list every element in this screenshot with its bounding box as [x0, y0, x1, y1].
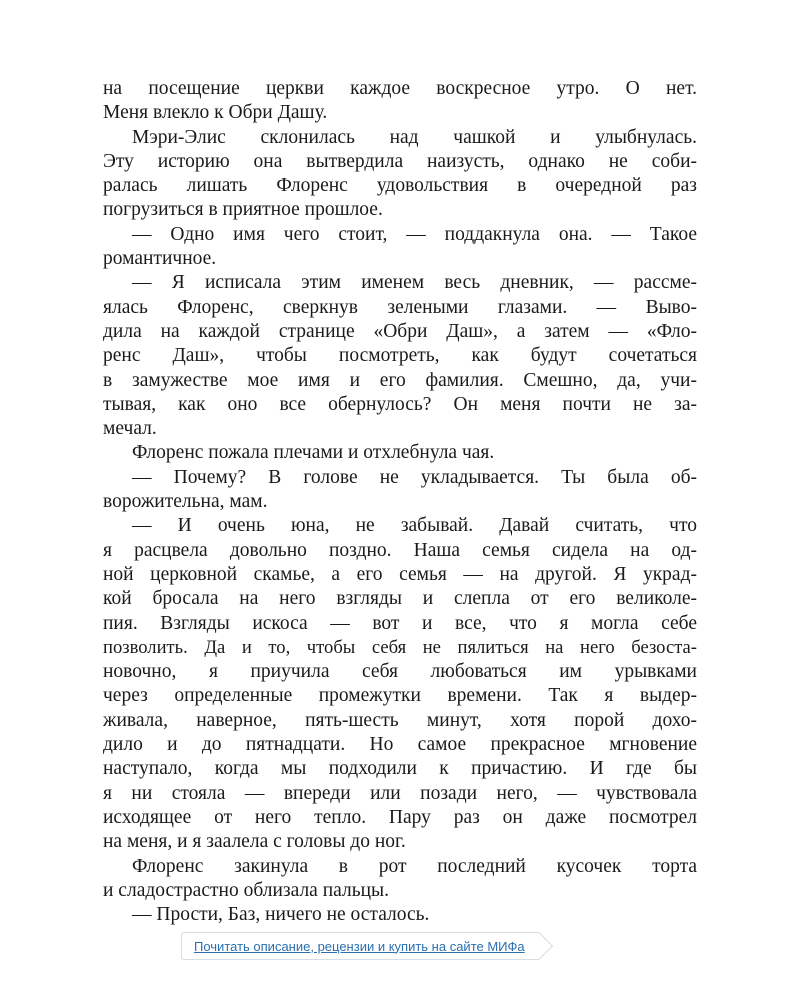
text-line-4: Эту историю она вытвердила наизусть, однако не соби- [103, 150, 697, 172]
text-line-33: Флоренс закинула в рот последний кусочек торта [132, 855, 697, 877]
text-line-20: я расцвела довольно поздно. Наша семья сидела на од- [103, 539, 697, 561]
text-line-31: исходящее от него тепло. Пару раз он даже посмотрел [103, 806, 697, 828]
text-line-14: тывая, как оно все обернулось? Он меня почти не за- [103, 393, 697, 415]
text-line-1: на посещение церкви каждое воскресное утро. О нет. [103, 78, 697, 99]
text-line-29: наступало, когда мы подходили к причастию. И где бы [103, 758, 697, 780]
text-line-23: пия. Взгляды искоса — вот и все, что я могла себе [103, 612, 697, 634]
buy-link-text[interactable]: Почитать описание, рецензии и купить на сайте МИФа [194, 938, 525, 954]
text-line-18: ворожительна, мам. [103, 491, 268, 513]
text-line-34: и сладострастно облизала пальцы. [103, 879, 390, 901]
text-line-25: новочно, я приучила себя любоваться им урывками [103, 661, 697, 683]
text-line-9: — Я исписала этим именем весь дневник, — рассме- [132, 272, 697, 294]
text-line-15: мечал. [103, 418, 157, 440]
text-line-7: — Одно имя чего стоит, — поддакнула она. — Такое [132, 223, 697, 245]
text-line-3: Мэри-Элис склонилась над чашкой и улыбнулась. [132, 126, 697, 148]
book-page-text [103, 77, 697, 927]
text-line-27: живала, наверное, пять-шесть минут, хотя порой дохо- [103, 709, 697, 731]
text-line-5: ралась лишать Флоренс удовольствия в очередной раз [103, 175, 697, 197]
text-line-32: на меня, и я заалела с головы до ног. [103, 831, 406, 853]
text-line-17: — Почему? В голове не укладывается. Ты была об- [132, 466, 697, 488]
text-line-21: ной церковной скамье, а его семья — на другой. Я украд- [103, 563, 697, 585]
text-line-24: позволить. Да и то, чтобы себя не пялиться на него безоста- [103, 636, 697, 658]
text-line-6: погрузиться в приятное прошлое. [103, 199, 383, 221]
text-line-35: — Прости, Баз, ничего не осталось. [132, 904, 430, 926]
text-line-8: романтичное. [103, 248, 217, 270]
text-line-11: дила на каждой странице «Обри Даш», а затем — «Фло- [103, 320, 697, 342]
text-line-2: Меня влекло к Обри Дашу. [103, 102, 328, 124]
text-line-22: кой бросала на него взгляды и слепла от его великоле- [103, 588, 697, 610]
text-line-30: я ни стояла — впереди или позади него, — чувствовала [103, 782, 697, 804]
text-line-13: в замужестве мое имя и его фамилия. Смешно, да, учи- [103, 369, 697, 391]
buy-link-button[interactable] [181, 932, 539, 960]
text-line-12: ренс Даш», чтобы посмотреть, как будут сочетаться [103, 345, 697, 367]
text-line-28: дило и до пятнадцати. Но самое прекрасное мгновение [103, 734, 697, 756]
text-line-16: Флоренс пожала плечами и отхлебнула чая. [132, 442, 495, 464]
text-line-19: — И очень юна, не забывай. Давай считать, что [132, 515, 697, 537]
text-line-26: через определенные промежутки времени. Так я выдер- [103, 685, 697, 707]
text-line-10: ялась Флоренс, сверкнув зелеными глазами. — Выво- [103, 296, 697, 318]
